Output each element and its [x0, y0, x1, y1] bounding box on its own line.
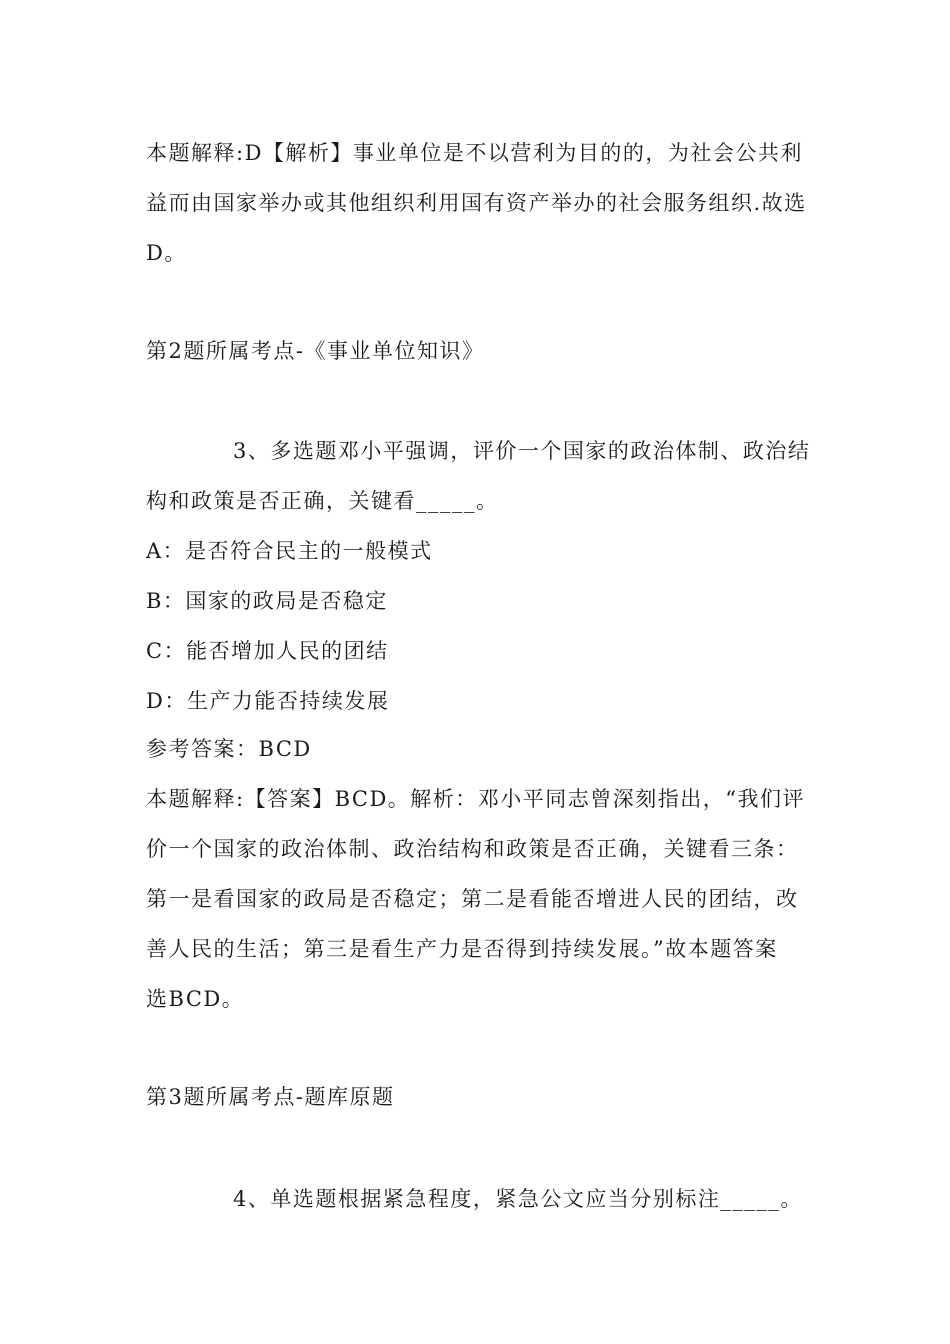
q3-explanation-line-1: 本题解释:【答案】BCD。解析：邓小平同志曾深刻指出，“我们评	[146, 787, 806, 811]
q3-option-b: B：国家的政局是否稳定	[146, 589, 388, 613]
q3-option-d: D：生产力能否持续发展	[146, 689, 390, 713]
q3-explanation-line-5: 选BCD。	[146, 987, 245, 1011]
q3-question-line-1: 3、多选题邓小平强调，评价一个国家的政治体制、政治结	[233, 439, 811, 463]
q2-topic: 第2题所属考点-《事业单位知识》	[146, 339, 485, 363]
q3-explanation-line-3: 第一是看国家的政局是否稳定；第二是看能否增进人民的团结，改	[146, 887, 799, 911]
q2-explanation-line-1: 本题解释:D【解析】事业单位是不以营利为目的的，为社会公共利	[146, 141, 803, 165]
q3-option-a: A：是否符合民主的一般模式	[146, 539, 433, 563]
q3-question-line-2: 构和政策是否正确，关键看_____。	[146, 489, 499, 513]
q4-question-line-1: 4、单选题根据紧急程度，紧急公文应当分别标注_____。	[233, 1187, 803, 1211]
q3-topic: 第3题所属考点-题库原题	[146, 1085, 395, 1109]
q2-explanation-line-2: 益而由国家举办或其他组织利用国有资产举办的社会服务组织.故选	[146, 191, 807, 215]
q2-explanation-line-3: D。	[146, 241, 187, 265]
q3-explanation-line-2: 价一个国家的政治体制、政治结构和政策是否正确，关键看三条：	[146, 837, 799, 861]
q3-answer: 参考答案：BCD	[146, 737, 312, 761]
q3-explanation-line-4: 善人民的生活；第三是看生产力是否得到持续发展。”故本题答案	[146, 937, 778, 961]
q3-option-c: C：能否增加人民的团结	[146, 639, 389, 663]
